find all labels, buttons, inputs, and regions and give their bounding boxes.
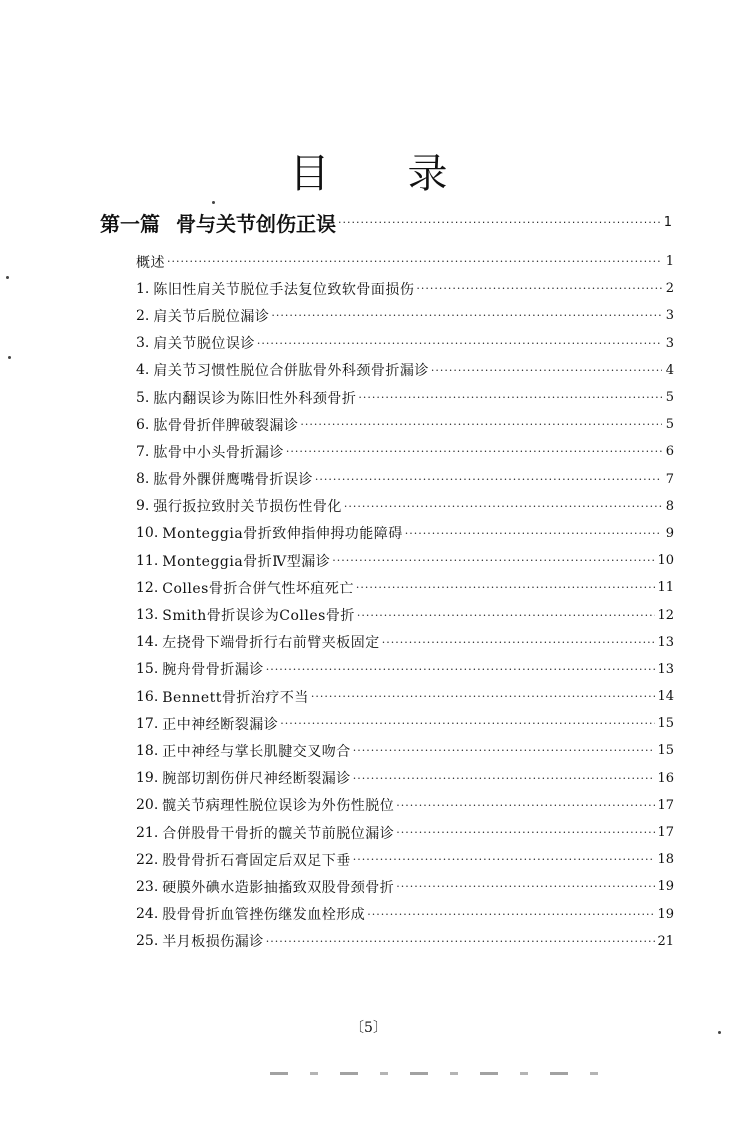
toc-entry-number: 21. — [136, 824, 159, 841]
toc-entry-page: 15 — [657, 743, 674, 759]
toc-entry-number: 18. — [136, 742, 159, 759]
dot-leader — [286, 445, 662, 458]
scan-speck — [718, 1031, 721, 1034]
toc-entry-number: 22. — [136, 851, 159, 868]
toc-entry — [136, 601, 674, 628]
dot-leader — [266, 663, 656, 676]
dot-leader — [416, 282, 662, 295]
dot-leader — [396, 799, 655, 812]
title-char-1: 目 — [289, 151, 330, 197]
toc-entry-page: 14 — [657, 689, 674, 705]
toc-entry — [136, 819, 674, 846]
toc-entry-title: 强行扳拉致肘关节损伤性骨化 — [153, 499, 342, 516]
dot-leader — [382, 636, 656, 649]
toc-entry-title: 股骨骨折血管挫伤继发血栓形成 — [162, 907, 366, 924]
toc-entry — [136, 873, 674, 900]
dot-leader — [405, 527, 662, 540]
toc-entry-number: 2. — [136, 307, 150, 324]
toc-entry-title: 合併股骨干骨折的髋关节前脱位漏诊 — [162, 825, 395, 842]
toc-entry-number: 9. — [136, 498, 150, 515]
scan-artifact — [270, 1072, 600, 1075]
toc-entry-number: 6. — [136, 416, 150, 433]
toc-entry — [136, 765, 674, 792]
toc-entry-page: 16 — [657, 770, 674, 786]
toc-entry-page: 11 — [657, 580, 674, 596]
toc-entry-page: 12 — [657, 607, 674, 623]
toc-entry-number: 12. — [136, 579, 159, 596]
toc-entry-page: 18 — [657, 852, 674, 868]
toc-entry — [136, 656, 674, 683]
toc-entry — [136, 901, 674, 928]
toc-entry-title: 概述 — [136, 254, 165, 271]
scan-speck — [6, 276, 9, 279]
toc-entry — [136, 629, 674, 656]
toc-entry-page: 6 — [665, 444, 674, 460]
toc-entry-number: 1. — [136, 280, 150, 297]
toc-entry-title: 肱骨骨折伴脾破裂漏诊 — [153, 417, 299, 434]
dot-leader — [357, 609, 656, 622]
toc-entry-title: Monteggia骨折致伸指伸拇功能障碍 — [162, 526, 403, 543]
toc-entry-title: 髋关节病理性脱位误诊为外伤性脱位 — [162, 798, 395, 815]
toc-entry-page: 9 — [665, 525, 674, 541]
part-heading — [100, 205, 672, 239]
dot-leader — [332, 554, 655, 567]
toc-entry-page: 8 — [665, 498, 674, 514]
toc-entry-number: 19. — [136, 770, 159, 787]
dot-leader — [344, 500, 662, 513]
toc-entry-page: 2 — [665, 281, 674, 297]
toc-entry-number: 15. — [136, 661, 159, 678]
toc-entry-page: 21 — [657, 933, 674, 949]
dot-leader — [257, 337, 662, 350]
dot-leader — [356, 581, 656, 594]
dot-leader — [367, 908, 655, 921]
toc-entry-title: 正中神经断裂漏诊 — [162, 716, 279, 733]
toc-entry-number: 3. — [136, 335, 150, 352]
toc-entry — [136, 466, 674, 493]
toc-entry-title: Smith骨折误诊为Colles骨折 — [162, 608, 355, 625]
dot-leader — [353, 772, 656, 785]
page-title — [0, 142, 737, 199]
toc-entry-title: 肩关节脱位误诊 — [153, 336, 255, 353]
toc-entry-number: 17. — [136, 715, 159, 732]
toc-entry-title: 股骨骨折石膏固定后双足下垂 — [162, 852, 351, 869]
dot-leader — [300, 418, 662, 431]
dot-leader — [167, 255, 662, 268]
toc-entry-page: 5 — [665, 390, 674, 406]
dot-leader — [353, 744, 656, 757]
toc-entry-title: Monteggia骨折Ⅳ型漏诊 — [162, 553, 331, 570]
toc-entry-title: 肱内翻误诊为陈旧性外科颈骨折 — [153, 390, 357, 407]
toc-entry-title: Colles骨折合併气性坏疽死亡 — [162, 580, 354, 597]
toc-entry — [136, 792, 674, 819]
toc-entry-page: 13 — [657, 661, 674, 677]
toc-entry — [136, 411, 674, 438]
toc-entry-number: 8. — [136, 471, 150, 488]
toc-entry-title: Bennett骨折治疗不当 — [162, 689, 309, 706]
toc-entry — [136, 710, 674, 737]
dot-leader — [431, 364, 662, 377]
toc-entry-page: 7 — [665, 471, 674, 487]
toc-entry — [136, 438, 674, 465]
toc-entry-title: 正中神经与掌长肌腱交叉吻合 — [162, 743, 351, 760]
dot-leader — [358, 391, 662, 404]
toc-entry-number: 13. — [136, 607, 159, 624]
dot-leader — [311, 690, 656, 703]
toc-entry-page: 3 — [665, 335, 674, 351]
toc-entry-title: 肩关节后脱位漏诊 — [153, 308, 270, 325]
scan-speck — [212, 201, 215, 204]
toc-entry-page: 17 — [657, 797, 674, 813]
toc-entry — [136, 493, 674, 520]
dot-leader — [396, 880, 655, 893]
scan-speck — [8, 356, 11, 359]
toc-entry-page: 17 — [657, 825, 674, 841]
toc-entry-title: 陈旧性肩关节脱位手法复位致软骨面损伤 — [153, 281, 415, 298]
toc-entry-page: 19 — [657, 906, 674, 922]
toc-entry-number: 10. — [136, 525, 159, 542]
toc-entry-number: 24. — [136, 906, 159, 923]
dot-leader — [280, 717, 655, 730]
page-number: 〔5〕 — [350, 1020, 387, 1036]
toc-entry-page: 15 — [657, 716, 674, 732]
dot-leader — [266, 935, 656, 948]
toc-entry-number: 23. — [136, 878, 159, 895]
toc-entry — [136, 520, 674, 547]
toc-entry — [136, 248, 674, 275]
toc-entry-number: 5. — [136, 389, 150, 406]
toc-list — [136, 248, 674, 955]
part-page: 1 — [663, 214, 672, 230]
toc-entry-title: 肩关节习惯性脱位合併肱骨外科颈骨折漏诊 — [153, 363, 429, 380]
part-title: 骨与关节创伤正误 — [176, 211, 336, 236]
toc-entry — [136, 683, 674, 710]
toc-entry-page: 4 — [665, 362, 674, 378]
toc-entry — [136, 846, 674, 873]
toc-entry-title: 腕部切割伤併尺神经断裂漏诊 — [162, 771, 351, 788]
toc-entry-page: 5 — [665, 417, 674, 433]
toc-entry-number: 11. — [136, 552, 159, 569]
dot-leader — [396, 826, 655, 839]
toc-entry-number: 14. — [136, 634, 159, 651]
part-number: 第一篇 — [100, 211, 160, 236]
toc-entry-title: 肱骨中小头骨折漏诊 — [153, 444, 284, 461]
toc-entry-number: 4. — [136, 362, 150, 379]
toc-entry-title: 腕舟骨骨折漏诊 — [162, 662, 264, 679]
toc-entry-page: 3 — [665, 308, 674, 324]
toc-entry — [136, 574, 674, 601]
toc-entry-number: 16. — [136, 688, 159, 705]
toc-entry — [136, 547, 674, 574]
dot-leader — [315, 473, 662, 486]
dot-leader — [353, 853, 656, 866]
toc-entry-page: 10 — [657, 553, 674, 569]
toc-entry — [136, 928, 674, 955]
toc-entry — [136, 302, 674, 329]
toc-entry-title: 肱骨外髁併鹰嘴骨折误诊 — [153, 472, 313, 489]
toc-entry-page: 13 — [657, 634, 674, 650]
dot-leader — [338, 216, 660, 229]
toc-entry — [136, 357, 674, 384]
toc-entry — [136, 737, 674, 764]
toc-entry-title: 半月板损伤漏诊 — [162, 934, 264, 951]
toc-entry-title: 左挠骨下端骨折行右前臂夹板固定 — [162, 635, 380, 652]
toc-entry — [136, 384, 674, 411]
toc-entry-number: 20. — [136, 797, 159, 814]
title-char-2: 录 — [407, 151, 448, 197]
toc-entry-title: 硬膜外碘水造影抽搐致双股骨颈骨折 — [162, 879, 395, 896]
toc-entry-number: 7. — [136, 443, 150, 460]
toc-entry-number: 25. — [136, 933, 159, 950]
toc-entry — [136, 330, 674, 357]
dot-leader — [271, 309, 662, 322]
toc-entry-page: 1 — [665, 254, 674, 270]
toc-entry — [136, 275, 674, 302]
toc-entry-page: 19 — [657, 879, 674, 895]
